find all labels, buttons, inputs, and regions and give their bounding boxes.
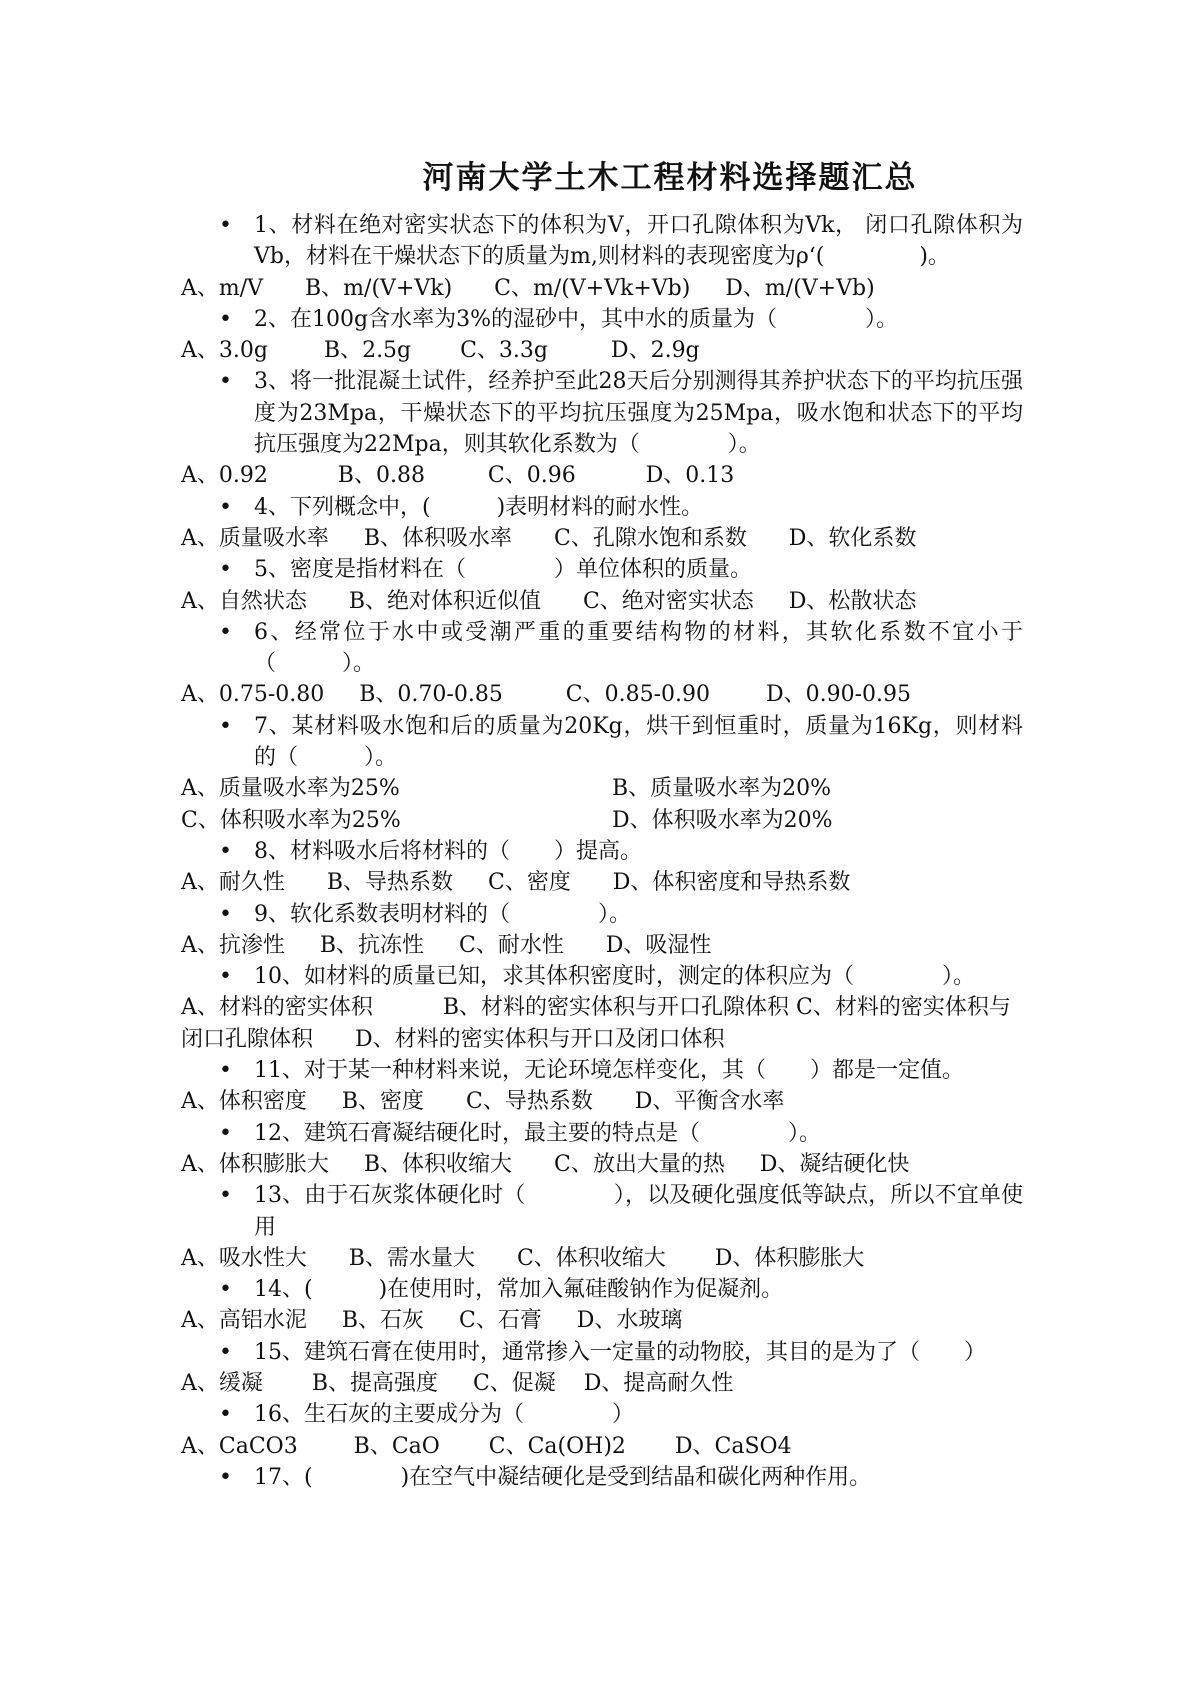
question-stem: 11、对于某一种材料来说，无论环境怎样变化，其（ ）都是一定值。 bbox=[254, 1058, 964, 1084]
question-stem: 13、由于石灰浆体硬化时（ ），以及硬化强度低等缺点，所以不宜单使用 bbox=[254, 1183, 1023, 1240]
answer-options: A、抗渗性 B、抗冻性 C、耐水性 D、吸湿性 bbox=[181, 932, 712, 958]
bullet-icon: • bbox=[219, 306, 232, 332]
answer-options: A、材料的密实体积 B、材料的密实体积与开口孔隙体积 C、材料的密实体积与闭口孔隙体积 D、材料的密实体积与开口及闭口体积 bbox=[181, 995, 1011, 1052]
question-stem: 7、某材料吸水饱和后的质量为20Kg，烘干到恒重时，质量为16Kg，则材料的（ ）。 bbox=[254, 713, 1023, 771]
question-text bbox=[181, 210, 1023, 273]
bullet-icon: • bbox=[219, 1058, 232, 1084]
question-stem: 9、软化系数表明材料的（ ）。 bbox=[254, 901, 631, 927]
answer-option: A、质量吸水率为25% bbox=[181, 776, 400, 802]
question-text bbox=[181, 1180, 1023, 1243]
bullet-icon: • bbox=[219, 557, 232, 583]
answer-options: A、m/V B、m/(V+Vk) C、m/(V+Vk+Vb) D、m/(V+Vb) bbox=[181, 275, 875, 301]
bullet-icon: • bbox=[219, 1277, 232, 1303]
bullet-icon: • bbox=[219, 1183, 232, 1209]
question-text bbox=[181, 617, 1023, 680]
question-text bbox=[181, 961, 1023, 992]
answer-options: A、质量吸水率 B、体积吸水率 C、孔隙水饱和系数 D、软化系数 bbox=[181, 525, 917, 551]
bullet-icon: • bbox=[219, 1402, 232, 1428]
document-title: 河南大学土木工程材料选择题汇总 bbox=[422, 160, 918, 196]
question-text bbox=[181, 366, 1023, 460]
question-stem: 6、经常位于水中或受潮严重的重要结构物的材料，其软化系数不宜小于（ ）。 bbox=[254, 619, 1023, 677]
bullet-icon: • bbox=[219, 369, 232, 395]
question-stem: 14、( )在使用时，常加入氟硅酸钠作为促凝剂。 bbox=[254, 1277, 784, 1303]
question-text bbox=[181, 1118, 1023, 1149]
question-text bbox=[181, 1274, 1023, 1305]
answer-options: A、缓凝 B、提高强度 C、促凝 D、提高耐久性 bbox=[181, 1370, 734, 1396]
answer-option: D、体积吸水率为20% bbox=[612, 807, 833, 833]
question-text bbox=[181, 836, 1023, 867]
answer-options: A、CaCO3 B、CaO C、Ca(OH)2 D、CaSO4 bbox=[181, 1433, 792, 1459]
answer-options: A、0.92 B、0.88 C、0.96 D、0.13 bbox=[181, 463, 735, 489]
question-stem: 17、( )在空气中凝结硬化是受到结晶和碳化两种作用。 bbox=[254, 1464, 872, 1490]
question-stem: 10、如材料的质量已知，求其体积密度时，测定的体积应为（ ）。 bbox=[254, 964, 975, 990]
question-stem: 2、在100g含水率为3%的湿砂中，其中水的质量为（ ）。 bbox=[254, 306, 898, 332]
bullet-icon: • bbox=[219, 1120, 232, 1146]
question-list bbox=[181, 210, 1023, 1493]
answer-options: A、耐久性 B、导热系数 C、密度 D、体积密度和导热系数 bbox=[181, 870, 851, 896]
question-text bbox=[181, 711, 1023, 774]
answer-options-grid bbox=[181, 773, 1023, 836]
question-text bbox=[181, 1055, 1023, 1086]
question-text bbox=[181, 492, 1023, 523]
question-stem: 12、建筑石膏凝结硬化时，最主要的特点是（ ）。 bbox=[254, 1120, 821, 1146]
bullet-icon: • bbox=[219, 838, 232, 864]
answer-options: A、高铝水泥 B、石灰 C、石膏 D、水玻璃 bbox=[181, 1308, 683, 1334]
answer-option: C、体积吸水率为25% bbox=[181, 807, 401, 833]
answer-options: A、3.0g B、2.5g C、3.3g D、2.9g bbox=[181, 338, 700, 364]
answer-option: B、质量吸水率为20% bbox=[612, 776, 832, 802]
question-text bbox=[181, 1337, 1023, 1368]
question-stem: 5、密度是指材料在（ ）单位体积的质量。 bbox=[254, 557, 752, 583]
question-text bbox=[181, 899, 1023, 930]
answer-options: A、体积密度 B、密度 C、导热系数 D、平衡含水率 bbox=[181, 1089, 785, 1115]
bullet-icon: • bbox=[219, 964, 232, 990]
question-text bbox=[181, 1462, 1023, 1493]
bullet-icon: • bbox=[219, 1339, 232, 1365]
bullet-icon: • bbox=[219, 213, 232, 238]
question-stem: 4、下列概念中，( )表明材料的耐水性。 bbox=[254, 494, 704, 520]
question-text bbox=[181, 1399, 1023, 1430]
bullet-icon: • bbox=[219, 901, 232, 927]
answer-options: A、0.75-0.80 B、0.70-0.85 C、0.85-0.90 D、0.90-0.95 bbox=[181, 682, 911, 708]
bullet-icon: • bbox=[219, 713, 232, 739]
question-stem: 1、材料在绝对密实状态下的体积为V，开口孔隙体积为Vk， 闭口孔隙体积为Vb，材料在干燥状态下的质量为m,则材料的表现密度为ρ‘( )。 bbox=[254, 213, 1023, 270]
question-stem: 3、将一批混凝土试件，经养护至此28天后分别测得其养护状态下的平均抗压强度为23Mpa，干燥状态下的平均抗压强度为25Mpa，吸水饱和状态下的平均抗压强度为22Mpa，则其软化系数为（ ）。 bbox=[254, 369, 1023, 458]
question-text bbox=[181, 304, 1023, 335]
question-stem: 16、生石灰的主要成分为（ ） bbox=[254, 1402, 634, 1428]
question-stem: 15、建筑石膏在使用时，通常掺入一定量的动物胶，其目的是为了（ ） bbox=[254, 1339, 986, 1365]
question-text bbox=[181, 554, 1023, 585]
bullet-icon: • bbox=[219, 1464, 232, 1490]
bullet-icon: • bbox=[219, 494, 232, 520]
bullet-icon: • bbox=[219, 619, 232, 645]
question-stem: 8、材料吸水后将材料的（ ）提高。 bbox=[254, 838, 642, 864]
answer-options: A、体积膨胀大 B、体积收缩大 C、放出大量的热 D、凝结硬化快 bbox=[181, 1151, 910, 1177]
answer-options: A、吸水性大 B、需水量大 C、体积收缩大 D、体积膨胀大 bbox=[181, 1245, 865, 1271]
answer-options: A、自然状态 B、绝对体积近似值 C、绝对密实状态 D、松散状态 bbox=[181, 588, 917, 614]
